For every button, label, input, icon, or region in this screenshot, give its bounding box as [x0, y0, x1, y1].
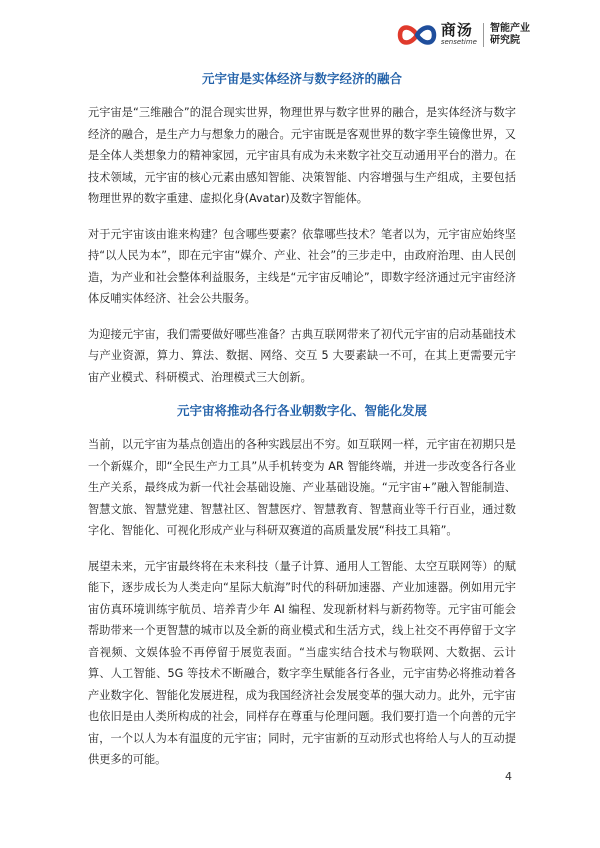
section-title-1: 元宇宙是实体经济与数字经济的融合 — [201, 71, 402, 86]
paragraph: 元宇宙是“三维融合”的混合现实世界，物理世界与数字世界的融合，是实体经济与数字经济的融合，是生产力与想象力的融合。元宇宙既是客观世界的数字孪生镜像世界，又是全体人类想象力的精神家园，元宇宙具有成为未来数字社交互动通用平台的潜力。在技术领域，元宇宙的核心元素由感知智能、决策智能、内容增强与生产组成，主要包括物理世界的数字重建、虚拟化身(Avatar)及数字智能体。 — [88, 106, 516, 205]
paragraph: 当前，以元宇宙为基点创造出的各种实践层出不穷。如互联网一样，元宇宙在初期只是一个新媒介，即“全民生产力工具”从手机转变为 AR 智能终端，并进一步改变各行各业生产关系，最终成为新一代社会基础设施、产业基础设施。“元宇宙+”融入智能制造、智慧文旅、智慧党建、智慧社区、智慧医疗、智慧教育、智慧商业等千行百业，通过数字化、智能化、可视化形成产业与科研双赛道的高质量发展“科技工具箱”。 — [88, 438, 516, 537]
article-body — [88, 70, 516, 785]
paragraph: 展望未来，元宇宙最终将在未来科技（量子计算、通用人工智能、太空互联网等）的赋能下，逐步成长为人类走向“星际大航海”时代的科研加速器、产业加速器。例如用元宇宙仿真环境训练宇航员、培养青少年 AI 编程、发现新材料与新药物等。元宇宙可能会帮助带来一个更智慧的城市以及全新的商业模式和生活方式，线上社交不再停留于文字音视频、文娱体验不再停留于展览表面。“当虚实结合技术与物联网、大数据、云计算、人工智能、5G 等技术不断融合，数字孪生赋能各行各业，元宇宙势必将推动着各产业数字化、智能化发展进程，成为我国经济社会发展变革的强大动力。此外，元宇宙也依旧是由人类所构成的社会，同样存在尊重与伦理问题。我们要打造一个向善的元宇宙，一个以人为本有温度的元宇宙；同时，元宇宙新的互动形式也将给人与人的互动提供更多的可能。 — [88, 559, 516, 766]
institute-name — [483, 23, 530, 47]
header-logo — [397, 22, 530, 47]
paragraph: 为迎接元宇宙，我们需要做好哪些准备？古典互联网带来了初代元宇宙的启动基础技术与产业资源，算力、算法、数据、网络、交互 5 大要素缺一不可，在其上更需要元宇宙产业模式、科研模式、治理模式三大创新。 — [88, 327, 516, 384]
institute-line-1: 智能产业 — [490, 22, 530, 34]
institute-line-2: 研究院 — [490, 34, 520, 46]
paragraph: 对于元宇宙该由谁来构建？包含哪些要素？依靠哪些技术？笔者以为，元宇宙应始终坚持“以人民为本”，即在元宇宙“媒介、产业、社会”的三步走中，由政府治理、由人民创造，为产业和社会整体利益服务，主线是“元宇宙反哺论”，即数字经济通过元宇宙经济体反哺实体经济、社会公共服务。 — [88, 227, 516, 305]
brand-cn: 商汤 — [440, 21, 473, 39]
section-title-2: 元宇宙将推动各行各业朝数字化、智能化发展 — [176, 403, 427, 418]
infinity-logo-icon — [397, 23, 437, 47]
page-number: 4 — [505, 770, 512, 783]
brand-en: sensetime — [440, 38, 477, 46]
brand-name — [441, 22, 477, 47]
